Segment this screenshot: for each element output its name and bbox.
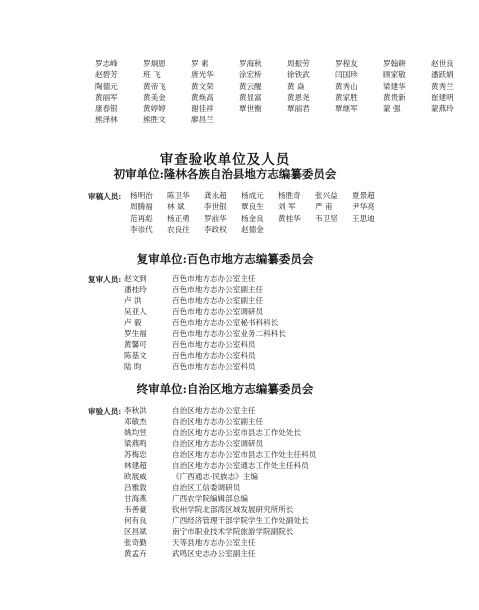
top-name: 罗炯恩	[143, 59, 166, 68]
person-role: 《广西通志·民族志》主编	[172, 472, 258, 481]
person-role: 天等县地方志办公室主任	[172, 538, 256, 547]
top-row	[95, 81, 454, 92]
section1-name: 范再彪	[130, 213, 153, 223]
section1-name: 韦卫坚	[315, 213, 338, 223]
person-name: 黄孟卉	[124, 549, 147, 558]
section1-name: 覃良生	[241, 202, 264, 212]
section1-name: 龚永超	[204, 191, 227, 200]
top-row	[95, 92, 454, 103]
section1-row	[130, 201, 430, 212]
section1-name: 罗前华	[204, 213, 227, 223]
section1-name: 刘 军	[278, 202, 296, 212]
top-name: 蒙燕玲	[431, 104, 454, 114]
top-name: 黄显富	[239, 92, 262, 102]
section-2-title: 复审单位:百色市地方志编纂委员会	[136, 252, 314, 266]
top-names-grid	[95, 58, 454, 126]
top-name: 黄文荣	[191, 81, 214, 91]
section1-row	[130, 190, 430, 201]
person-role: 自治区工信委调研员	[172, 483, 241, 492]
top-name: 谢佳祥	[191, 104, 214, 114]
section1-name: 王思迪	[352, 213, 375, 223]
person-name: 潘桂玲	[124, 285, 147, 294]
top-name: 涂宏桥	[239, 70, 262, 80]
person-row	[124, 482, 444, 493]
person-role: 百色市地方志办公室主任	[172, 274, 256, 283]
top-name: 蒙 强	[383, 104, 401, 114]
person-role: 自治区地方志办公室市县志工作处处长	[172, 428, 302, 437]
person-row	[124, 493, 444, 504]
person-name: 罗生福	[124, 329, 147, 338]
top-name: 罗 素	[191, 59, 209, 68]
top-name: 黄帝飞	[143, 81, 166, 91]
top-name: 黄秀兰	[431, 81, 454, 91]
person-row	[124, 339, 444, 350]
person-name: 梁燕鸣	[124, 439, 147, 448]
top-name: 徐铁武	[287, 70, 310, 80]
top-name: 黄焕高	[191, 92, 214, 102]
top-name: 潘跃娟	[431, 70, 454, 80]
person-name: 韦善豪	[124, 505, 147, 514]
section-2-people	[124, 273, 444, 372]
top-name: 罗海秋	[239, 59, 262, 68]
top-name: 陶德元	[95, 81, 118, 91]
person-role: 广西经济管理干部学院学生工作处副处长	[172, 516, 309, 525]
top-name: 黄恩尧	[287, 92, 310, 102]
person-name: 黄馨可	[124, 340, 147, 349]
person-role: 百色市地方志办公室科员	[172, 351, 256, 360]
top-name: 黄婷婷	[143, 104, 166, 114]
person-name: 吴亚人	[124, 307, 147, 316]
top-name: 熊泽林	[95, 115, 118, 125]
person-row	[124, 350, 444, 361]
section1-name: 杨金良	[241, 213, 264, 223]
top-name: 覃丽君	[287, 104, 310, 114]
top-name: 班 飞	[143, 70, 161, 80]
person-role: 钦州学院北部湾区域发展研究所所长	[172, 505, 294, 514]
top-name: 罗翰耕	[383, 59, 406, 68]
person-name: 赵文到	[124, 274, 147, 283]
person-role: 百色市地方志办公室业务二科科长	[172, 329, 286, 338]
top-row	[95, 58, 454, 69]
top-name: 康春银	[95, 104, 118, 114]
person-name: 卢 毅	[124, 318, 142, 327]
top-row	[95, 69, 454, 80]
person-role: 广西农学院编辑部总编	[172, 494, 248, 503]
person-row	[124, 416, 444, 427]
section-3-people	[124, 405, 444, 559]
section1-row	[130, 213, 430, 224]
person-row	[124, 273, 444, 284]
person-name: 欧展威	[124, 472, 147, 481]
top-name: 熊胜文	[143, 115, 166, 125]
section-3-title: 终审单位:自治区地方志编纂委员会	[136, 382, 314, 396]
person-row	[124, 515, 444, 526]
person-row	[124, 427, 444, 438]
person-name: 吕雅敦	[124, 483, 147, 492]
person-row	[124, 284, 444, 295]
person-name: 李秋洪	[124, 406, 147, 415]
top-name: 黄云醒	[239, 81, 262, 91]
section1-name: 李崇代	[130, 224, 153, 234]
person-name: 林建超	[124, 461, 147, 470]
section-2-label: 复审人员:	[88, 275, 122, 284]
person-name: 陈基文	[124, 351, 147, 360]
section1-name: 杨胜奇	[278, 191, 301, 200]
person-role: 百色市地方志办公室副主任	[172, 296, 264, 305]
section1-name: 夏景超	[352, 191, 375, 200]
person-role: 百色市地方志办公室副主任	[172, 285, 264, 294]
person-role: 自治区地方志办公室调研员	[172, 439, 264, 448]
person-name: 甘海燕	[124, 494, 147, 503]
person-row	[124, 548, 444, 559]
person-name: 区昌斌	[124, 527, 147, 536]
section1-name: 张兴益	[315, 191, 338, 200]
person-role: 百色市地方志办公室科员	[172, 340, 256, 349]
top-row	[95, 103, 454, 114]
section1-name: 李世银	[204, 202, 227, 212]
person-name: 邓敏杰	[124, 417, 147, 426]
top-name: 罗程友	[335, 59, 358, 68]
person-role: 南宁市职业技术学院旅游学院副院长	[172, 527, 294, 536]
top-name: 梁建华	[383, 81, 406, 91]
person-name: 苏梅忠	[124, 450, 147, 459]
top-name: 覃世衡	[239, 104, 262, 114]
section1-name: 周腾福	[130, 202, 153, 212]
person-role: 百色市地方志办公室科员	[172, 362, 256, 371]
top-name: 黄 焱	[287, 81, 305, 91]
person-row	[124, 438, 444, 449]
top-name: 闫国珍	[335, 70, 358, 80]
person-role: 百色市地方志办公室秘书科科长	[172, 318, 279, 327]
section1-name: 杨成元	[241, 191, 264, 200]
person-role: 自治区地方志办公室通志工作处主任科员	[172, 461, 309, 470]
section1-name: 赵德金	[241, 224, 264, 234]
person-role: 自治区地方志办公室主任	[172, 406, 256, 415]
section-3-label: 审验人员:	[88, 407, 122, 416]
section1-name: 林 斌	[167, 202, 185, 212]
section1-row	[130, 224, 430, 235]
person-name: 张奇勤	[124, 538, 147, 547]
person-row	[124, 526, 444, 537]
section1-name: 李政权	[204, 224, 227, 234]
person-row	[124, 471, 444, 482]
section-1-label: 审稿人员:	[88, 192, 122, 201]
person-role: 自治区地方志办公室市县志工作处主任科员	[172, 450, 317, 459]
top-name: 黄美金	[143, 92, 166, 102]
person-row	[124, 306, 444, 317]
section-1-names	[130, 190, 430, 235]
person-name: 卢 洪	[124, 296, 142, 305]
person-name: 姚均昱	[124, 428, 147, 437]
top-name: 顾家敬	[383, 70, 406, 80]
section1-name: 尹华亮	[352, 202, 375, 212]
top-name: 黄家胜	[335, 92, 358, 102]
section1-name: 严 甫	[315, 202, 333, 212]
top-name: 黄贵新	[383, 92, 406, 102]
person-name: 何有良	[124, 516, 147, 525]
person-role: 自治区地方志办公室副主任	[172, 417, 264, 426]
person-row	[124, 405, 444, 416]
top-name: 黄丽军	[95, 92, 118, 102]
person-role: 百色市地方志办公室调研员	[172, 307, 264, 316]
top-row	[95, 114, 425, 125]
top-name: 黄秀山	[335, 81, 358, 91]
section-1-title: 初审单位:隆林各族自治县地方志编纂委员会	[113, 167, 337, 181]
person-row	[124, 504, 444, 515]
section1-name: 陈卫华	[167, 191, 190, 200]
top-name: 赵世良	[431, 59, 454, 68]
top-name: 周振劳	[287, 59, 310, 68]
section1-name: 黄桂华	[278, 213, 301, 223]
person-row	[124, 460, 444, 471]
top-name: 赵碧芳	[95, 70, 118, 80]
section1-name: 农良往	[167, 224, 190, 234]
top-name: 罗志峰	[95, 59, 118, 68]
person-row	[124, 537, 444, 548]
person-name: 陆 昀	[124, 362, 142, 371]
section1-name: 杨正勇	[167, 213, 190, 223]
person-row	[124, 361, 444, 372]
section1-name: 杨明治	[130, 191, 153, 200]
person-row	[124, 328, 444, 339]
person-role: 武鸣区史志办公室副主任	[172, 549, 256, 558]
top-name: 唐光华	[191, 70, 214, 80]
top-name: 廖昌兰	[191, 115, 214, 125]
person-row	[124, 449, 444, 460]
person-row	[124, 317, 444, 328]
page-title: 审查验收单位及人员	[159, 152, 291, 168]
person-row	[124, 295, 444, 306]
top-name: 崔建明	[431, 92, 454, 102]
top-name: 覃继军	[335, 104, 358, 114]
